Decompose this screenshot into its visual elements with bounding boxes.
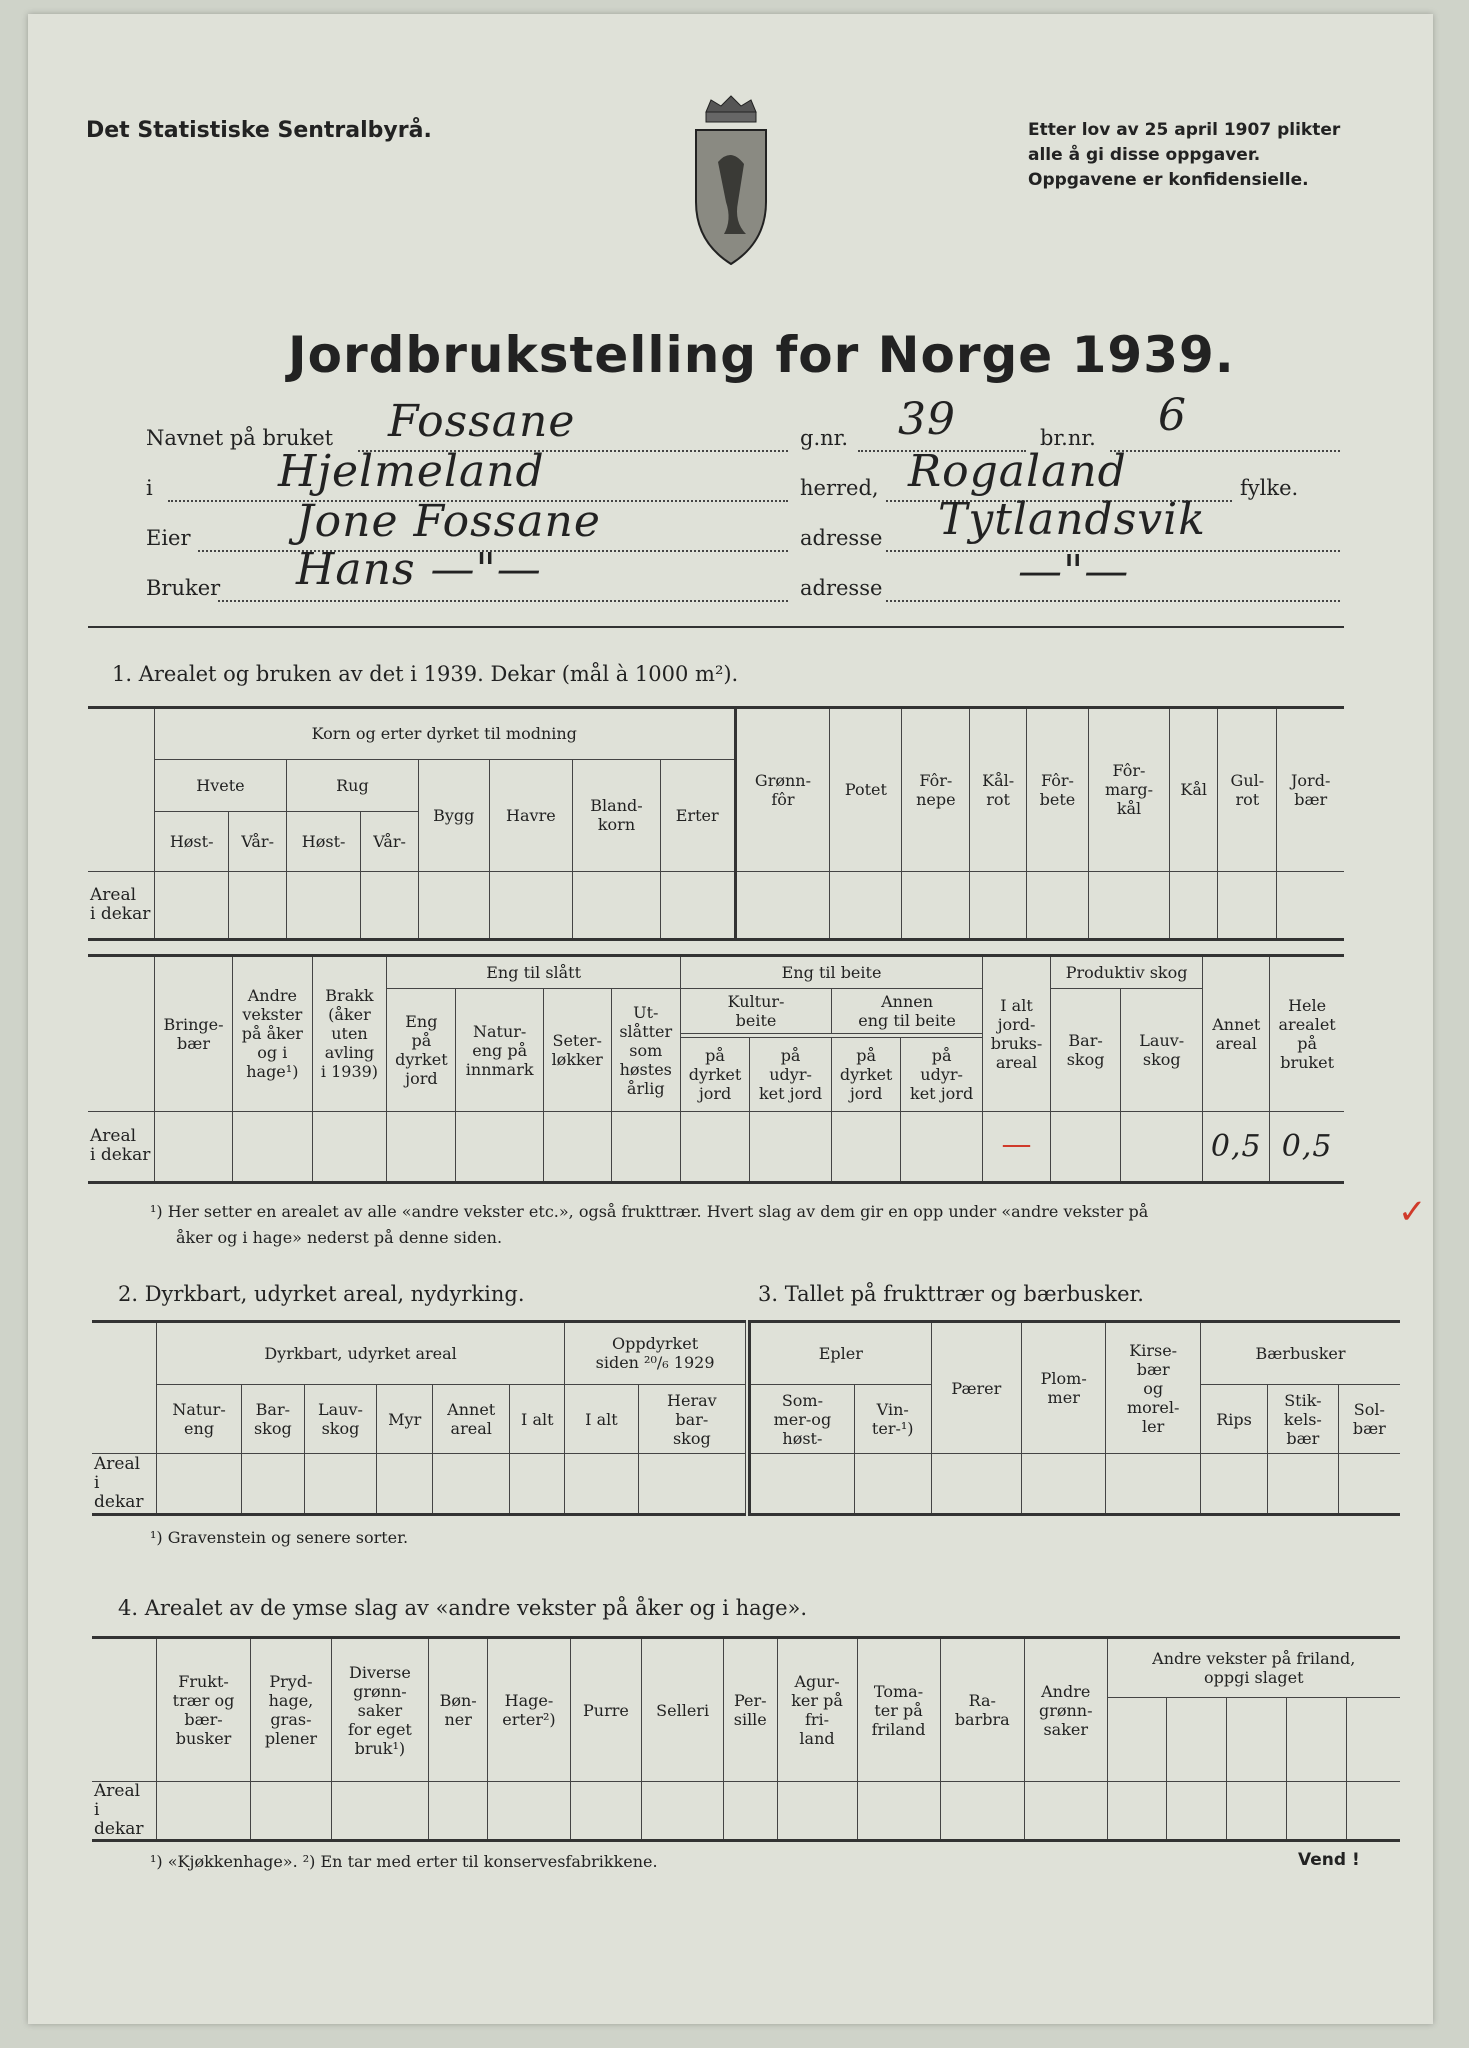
i-alt-header: I alt [510,1384,565,1453]
produktiv-skog-header: Produktiv skog [1050,956,1202,989]
annen-udyrket-header: på udyr- ket jord [901,1038,983,1111]
natureng-header: Natur- eng på innmark [456,989,543,1111]
value-cell[interactable] [750,1111,832,1182]
bruker-line [218,600,788,602]
value-cell[interactable] [1107,1782,1167,1841]
value-cell[interactable] [638,1454,745,1515]
legal-notice [1028,118,1340,193]
value-cell[interactable] [611,1111,681,1182]
fylke-label: fylke. [1240,476,1299,500]
hele-arealet-value[interactable]: 0,5 [1270,1111,1344,1182]
value-cell[interactable] [251,1782,332,1841]
jordbaer-header: Jord- bær [1277,708,1344,872]
i-label: i [146,476,153,500]
value-cell[interactable] [642,1782,724,1841]
rabarbra-header: Ra- barbra [940,1638,1024,1782]
bruker-adresse-label: adresse [800,576,883,600]
value-cell[interactable] [931,1454,1021,1515]
value-cell[interactable] [1277,871,1344,939]
value-cell[interactable] [854,1454,931,1515]
gnr-label: g.nr. [800,426,849,450]
erter-header: Erter [660,759,735,871]
brnr-value[interactable]: 6 [1158,390,1187,441]
areal-row-label: Areal i dekar [92,1454,157,1515]
value-cell[interactable] [432,1454,509,1515]
value-cell[interactable] [1201,1454,1268,1515]
agency-name: Det Statistiske Sentralbyrå. [86,118,432,143]
bruker-label: Bruker [146,576,221,600]
value-cell[interactable] [157,1782,251,1841]
value-cell[interactable] [233,1111,313,1182]
bruker-value[interactable]: Hans —"— [296,544,542,595]
value-cell[interactable] [286,871,360,939]
value-cell[interactable] [377,1454,433,1515]
page-title: Jordbrukstelling for Norge 1939. [288,326,1235,384]
value-cell[interactable] [1026,871,1088,939]
friland-slot[interactable] [1167,1698,1227,1782]
value-cell[interactable] [681,1111,750,1182]
blandkorn-header: Bland- korn [573,759,661,871]
value-cell[interactable] [1121,1111,1203,1182]
eier-label: Eier [146,526,191,550]
value-cell[interactable] [1338,1454,1400,1515]
i-value[interactable]: Hjelmeland [278,446,545,497]
baerbusker-header: Bærbusker [1201,1322,1400,1385]
persille-header: Per- sille [723,1638,777,1782]
section1-footnote: ¹) Her setter en arealet av alle «andre vekster etc.», også frukttrær. Hvert slag av dem gir en opp under «andre vekster på [150,1202,1149,1221]
section4-heading: 4. Arealet av de ymse slag av «andre vekster på åker og i hage». [118,1596,808,1620]
red-check-icon: ✓ [1398,1192,1427,1232]
paerer-header: Pærer [931,1322,1021,1454]
value-cell[interactable] [1106,1454,1201,1515]
brnr-line [1110,450,1340,452]
value-cell[interactable] [565,1454,639,1515]
andre-gronnsaker-header: Andre grønn- saker [1024,1638,1107,1782]
value-cell[interactable] [1346,1782,1400,1841]
value-cell[interactable] [155,1111,233,1182]
value-cell[interactable] [940,1782,1024,1841]
fornepe-header: Fôr- nepe [902,708,970,872]
kultur-dyrket-header: på dyrket jord [681,1038,750,1111]
myr-header: Myr [377,1384,433,1453]
annen-eng-header: Annen eng til beite [832,989,983,1034]
value-cell[interactable] [387,1111,456,1182]
annen-dyrket-header: på dyrket jord [832,1038,901,1111]
herred-label: herred, [800,476,879,500]
seterlokker-header: Seter- løkker [543,989,611,1111]
bringebaer-header: Bringe- bær [155,956,233,1112]
value-cell[interactable] [489,871,573,939]
value-cell[interactable] [229,871,287,939]
annet-areal-header: Annet areal [432,1384,509,1453]
section2-heading: 2. Dyrkbart, udyrket areal, nydyrking. [118,1282,525,1306]
eier-adresse-value[interactable]: Tytlandsvik [938,494,1206,545]
value-cell[interactable] [361,871,419,939]
epler-header: Epler [750,1322,932,1385]
hvete-var-header: Vår- [229,811,287,871]
oppdyrket-i-alt-header: I alt [565,1384,639,1453]
diverse-header: Diverse grønn- saker for eget bruk¹) [331,1638,428,1782]
legal-line-1: Etter lov av 25 april 1907 plikter [1028,120,1341,140]
agurker-header: Agur- ker på fri- land [777,1638,857,1782]
eier-value[interactable]: Jone Fossane [296,496,601,547]
hageerter-header: Hage- erter²) [488,1638,570,1782]
value-cell[interactable] [1268,1454,1339,1515]
value-cell[interactable] [456,1111,543,1182]
eng-dyrket-header: Eng på dyrket jord [387,989,456,1111]
section3-heading: 3. Tallet på frukttrær og bærbusker. [758,1282,1144,1306]
friland-slot[interactable] [1227,1698,1287,1782]
stikkelsbaer-header: Stik- kels- bær [1268,1384,1339,1453]
kulturbeite-header: Kultur- beite [681,989,832,1034]
row-label-header [92,1322,157,1454]
gnr-value[interactable]: 39 [898,394,956,445]
hvete-host-header: Høst- [155,811,229,871]
value-cell[interactable] [242,1454,304,1515]
value-cell[interactable] [1170,871,1218,939]
value-cell[interactable] [155,871,229,939]
gulrot-header: Gul- rot [1218,708,1277,872]
value-cell[interactable] [1227,1782,1287,1841]
friland-slot[interactable] [1286,1698,1346,1782]
sommer-header: Som- mer-og høst- [750,1384,855,1453]
value-cell[interactable] [902,871,970,939]
value-cell[interactable] [970,871,1027,939]
value-cell[interactable] [723,1782,777,1841]
value-cell[interactable] [1088,871,1169,939]
value-cell[interactable] [510,1454,565,1515]
areal-row-label: Areal i dekar [92,1782,157,1841]
section2-table [92,1320,746,1516]
dyrkbart-group-header: Dyrkbart, udyrket areal [157,1322,565,1385]
rips-header: Rips [1201,1384,1268,1453]
value-cell[interactable] [428,1782,487,1841]
solbaer-header: Sol- bær [1338,1384,1400,1453]
value-cell[interactable] [832,1111,901,1182]
kirsebaer-header: Kirse- bær og morel- ler [1106,1322,1201,1454]
kultur-udyrket-header: på udyr- ket jord [750,1038,832,1111]
red-dash-mark: — [1001,1126,1032,1162]
divider [88,626,1344,628]
annet-areal-value[interactable]: 0,5 [1203,1111,1270,1182]
value-cell[interactable] [543,1111,611,1182]
section1-footnote-2: åker og i hage» nederst på denne siden. [176,1228,503,1247]
value-cell[interactable] [312,1111,387,1182]
friland-slot[interactable] [1346,1698,1400,1782]
forbete-header: Fôr- bete [1026,708,1088,872]
bonner-header: Bøn- ner [428,1638,487,1782]
bruker-adresse-value[interactable]: —"— [1018,546,1130,597]
eng-slatt-header: Eng til slått [387,956,681,989]
section3-table [748,1320,1400,1516]
plommer-header: Plom- mer [1022,1322,1106,1454]
vinter-header: Vin- ter-¹) [854,1384,931,1453]
bruker-adresse-line [886,600,1340,602]
i-alt-jord-header: I alt jord- bruks- areal [983,956,1051,1112]
row-label-header [92,1638,157,1782]
legal-line-3: Oppgavene er konfidensielle. [1028,170,1309,190]
value-cell[interactable] [1050,1111,1120,1182]
navn-value[interactable]: Fossane [388,396,576,447]
hvete-header: Hvete [155,759,287,811]
row-label-header [88,956,155,1112]
coat-of-arms-icon [676,92,786,272]
korn-group-header: Korn og erter dyrket til modning [155,708,736,760]
rug-header: Rug [286,759,418,811]
value-cell[interactable] [1218,871,1277,939]
i-alt-jord-cell[interactable] [983,1111,1051,1182]
havre-header: Havre [489,759,573,871]
oppdyrket-header: Oppdyrket siden ²⁰/₆ 1929 [565,1322,746,1385]
section1-table-b [88,954,1344,1184]
natureng-header: Natur- eng [157,1384,242,1453]
annet-areal-header: Annet areal [1203,956,1270,1112]
value-cell[interactable] [1286,1782,1346,1841]
section1-heading: 1. Arealet og bruken av det i 1939. Dekar (mål à 1000 m²). [112,662,739,686]
value-cell[interactable] [901,1111,983,1182]
row-label-header [88,708,155,872]
lauvskog-header: Lauv- skog [304,1384,377,1453]
hele-arealet-header: Hele arealet på bruket [1270,956,1344,1112]
areal-row-label: Areal i dekar [88,1111,155,1182]
selleri-header: Selleri [642,1638,724,1782]
barskog-header: Bar- skog [1050,989,1120,1111]
rug-host-header: Høst- [286,811,360,871]
value-cell[interactable] [830,871,902,939]
value-cell[interactable] [488,1782,570,1841]
rug-var-header: Vår- [361,811,419,871]
kalrot-header: Kål- rot [970,708,1027,872]
value-cell[interactable] [660,871,735,939]
herav-barskog-header: Herav bar- skog [638,1384,745,1453]
value-cell[interactable] [857,1782,940,1841]
prydhage-header: Pryd- hage, gras- plener [251,1638,332,1782]
utslatter-header: Ut- slåtter som høstes årlig [611,989,681,1111]
andre-friland-header: Andre vekster på friland, oppgi slaget [1107,1638,1400,1698]
value-cell[interactable] [157,1454,242,1515]
value-cell[interactable] [573,871,661,939]
section4-table [92,1636,1400,1842]
friland-slot[interactable] [1107,1698,1167,1782]
formargkal-header: Fôr- marg- kål [1088,708,1169,872]
lauvskog-header: Lauv- skog [1121,989,1203,1111]
value-cell[interactable] [777,1782,857,1841]
eng-beite-header: Eng til beite [681,956,983,989]
potet-header: Potet [830,708,902,872]
value-cell[interactable] [750,1454,855,1515]
eier-adresse-label: adresse [800,526,883,550]
value-cell[interactable] [304,1454,377,1515]
bygg-header: Bygg [418,759,489,871]
tomater-header: Toma- ter på friland [857,1638,940,1782]
value-cell[interactable] [418,871,489,939]
value-cell[interactable] [1167,1782,1227,1841]
section2-footnote: ¹) Gravenstein og senere sorter. [150,1528,409,1547]
form-page [28,14,1433,2024]
vend-label: Vend ! [1298,1850,1360,1870]
value-cell[interactable] [1024,1782,1107,1841]
value-cell[interactable] [1022,1454,1106,1515]
frukttraer-header: Frukt- trær og bær- busker [157,1638,251,1782]
value-cell[interactable] [570,1782,642,1841]
value-cell[interactable] [331,1782,428,1841]
brnr-label: br.nr. [1040,426,1096,450]
barskog-header: Bar- skog [242,1384,304,1453]
purre-header: Purre [570,1638,642,1782]
value-cell[interactable] [735,871,830,939]
section4-footnote: ¹) «Kjøkkenhage». ²) En tar med erter til konservesfabrikkene. [150,1852,658,1871]
gronnfor-header: Grønn- fôr [735,708,830,872]
andre-vekster-header: Andre vekster på åker og i hage¹) [233,956,313,1112]
navn-label: Navnet på bruket [146,426,334,450]
brakk-header: Brakk (åker uten avling i 1939) [312,956,387,1112]
section1-table-a [88,706,1344,941]
legal-line-2: alle å gi disse oppgaver. [1028,145,1261,165]
herred-value[interactable]: Rogaland [908,446,1127,497]
areal-row-label: Areal i dekar [88,871,155,939]
kal-header: Kål [1170,708,1218,872]
